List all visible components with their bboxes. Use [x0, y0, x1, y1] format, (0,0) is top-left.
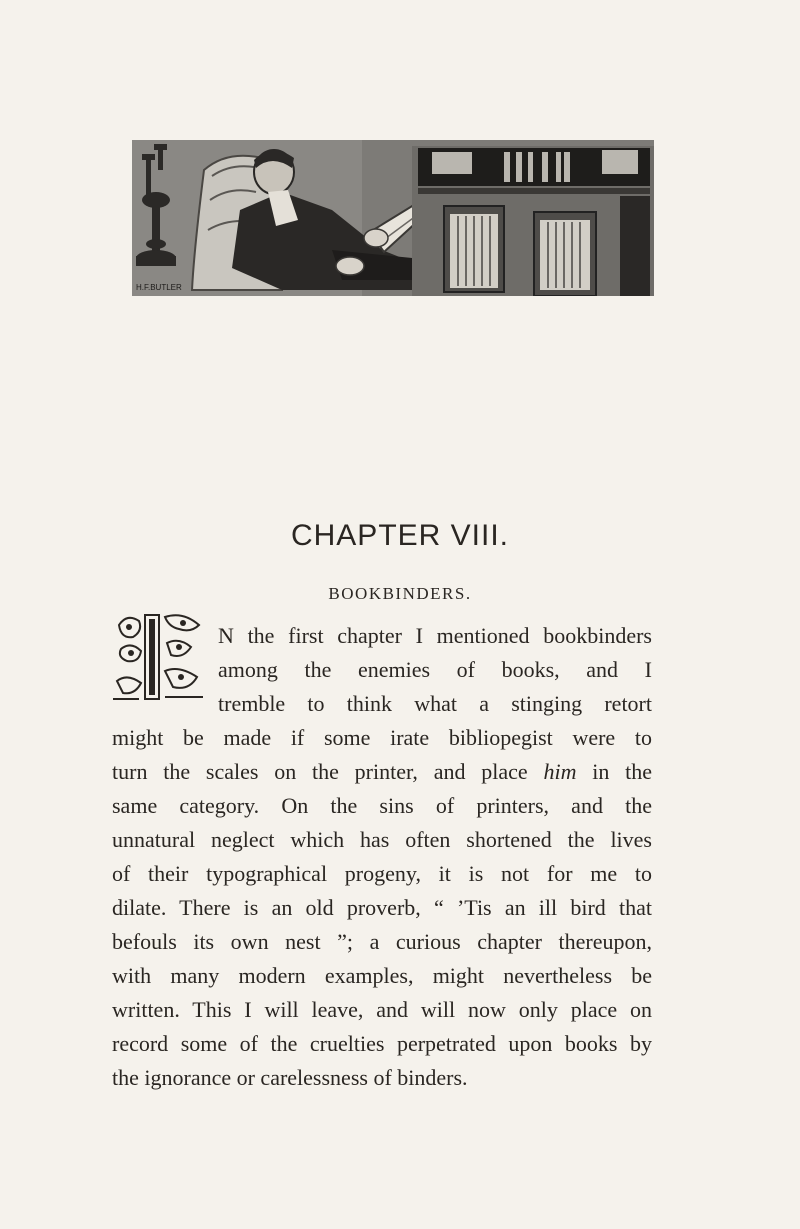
artist-signature: H.F.BUTLER [136, 283, 182, 292]
paragraph-line: unnatural neglect which has often shortened the lives [112, 827, 652, 852]
paragraph-line: with many modern examples, might nevertheless be [112, 963, 652, 988]
line-text: turn [112, 759, 148, 784]
line-text: in the [576, 759, 653, 784]
italic-emphasis: him [543, 759, 577, 784]
paragraph-line: written. This I will leave, and will now only place on [112, 997, 652, 1022]
paragraph-line: dilate. There is an old proverb, “ ’Tis an ill bird that [112, 895, 652, 920]
paragraph-line [112, 755, 652, 789]
paragraph-line: N the first chapter I mentioned bookbinders [218, 623, 652, 648]
chapter-subtitle: BOOKBINDERS. [328, 584, 472, 603]
paragraph-line: record some of the cruelties perpetrated upon books by [112, 1031, 652, 1056]
paragraph-line: same category. On the sins of printers, and the [112, 793, 652, 818]
headpiece-illustration [132, 140, 654, 296]
paragraph-line: among the enemies of books, and I [218, 657, 652, 682]
chapter-body-paragraph [112, 619, 652, 1095]
paragraph-line: might be made if some irate bibliopegist were to [112, 725, 652, 750]
reader-in-armchair-engraving [132, 140, 654, 296]
paragraph-line: befouls its own nest ”; a curious chapter thereupon, [112, 929, 652, 954]
chapter-title: CHAPTER VIII. [290, 519, 510, 552]
line-text: the scales on the printer, and place [163, 759, 528, 784]
paragraph-line: the ignorance or carelessness of binders. [112, 1065, 468, 1090]
paragraph-line: of their typographical progeny, it is not for me to [112, 861, 652, 886]
paragraph-line: tremble to think what a stinging retort [218, 691, 652, 716]
